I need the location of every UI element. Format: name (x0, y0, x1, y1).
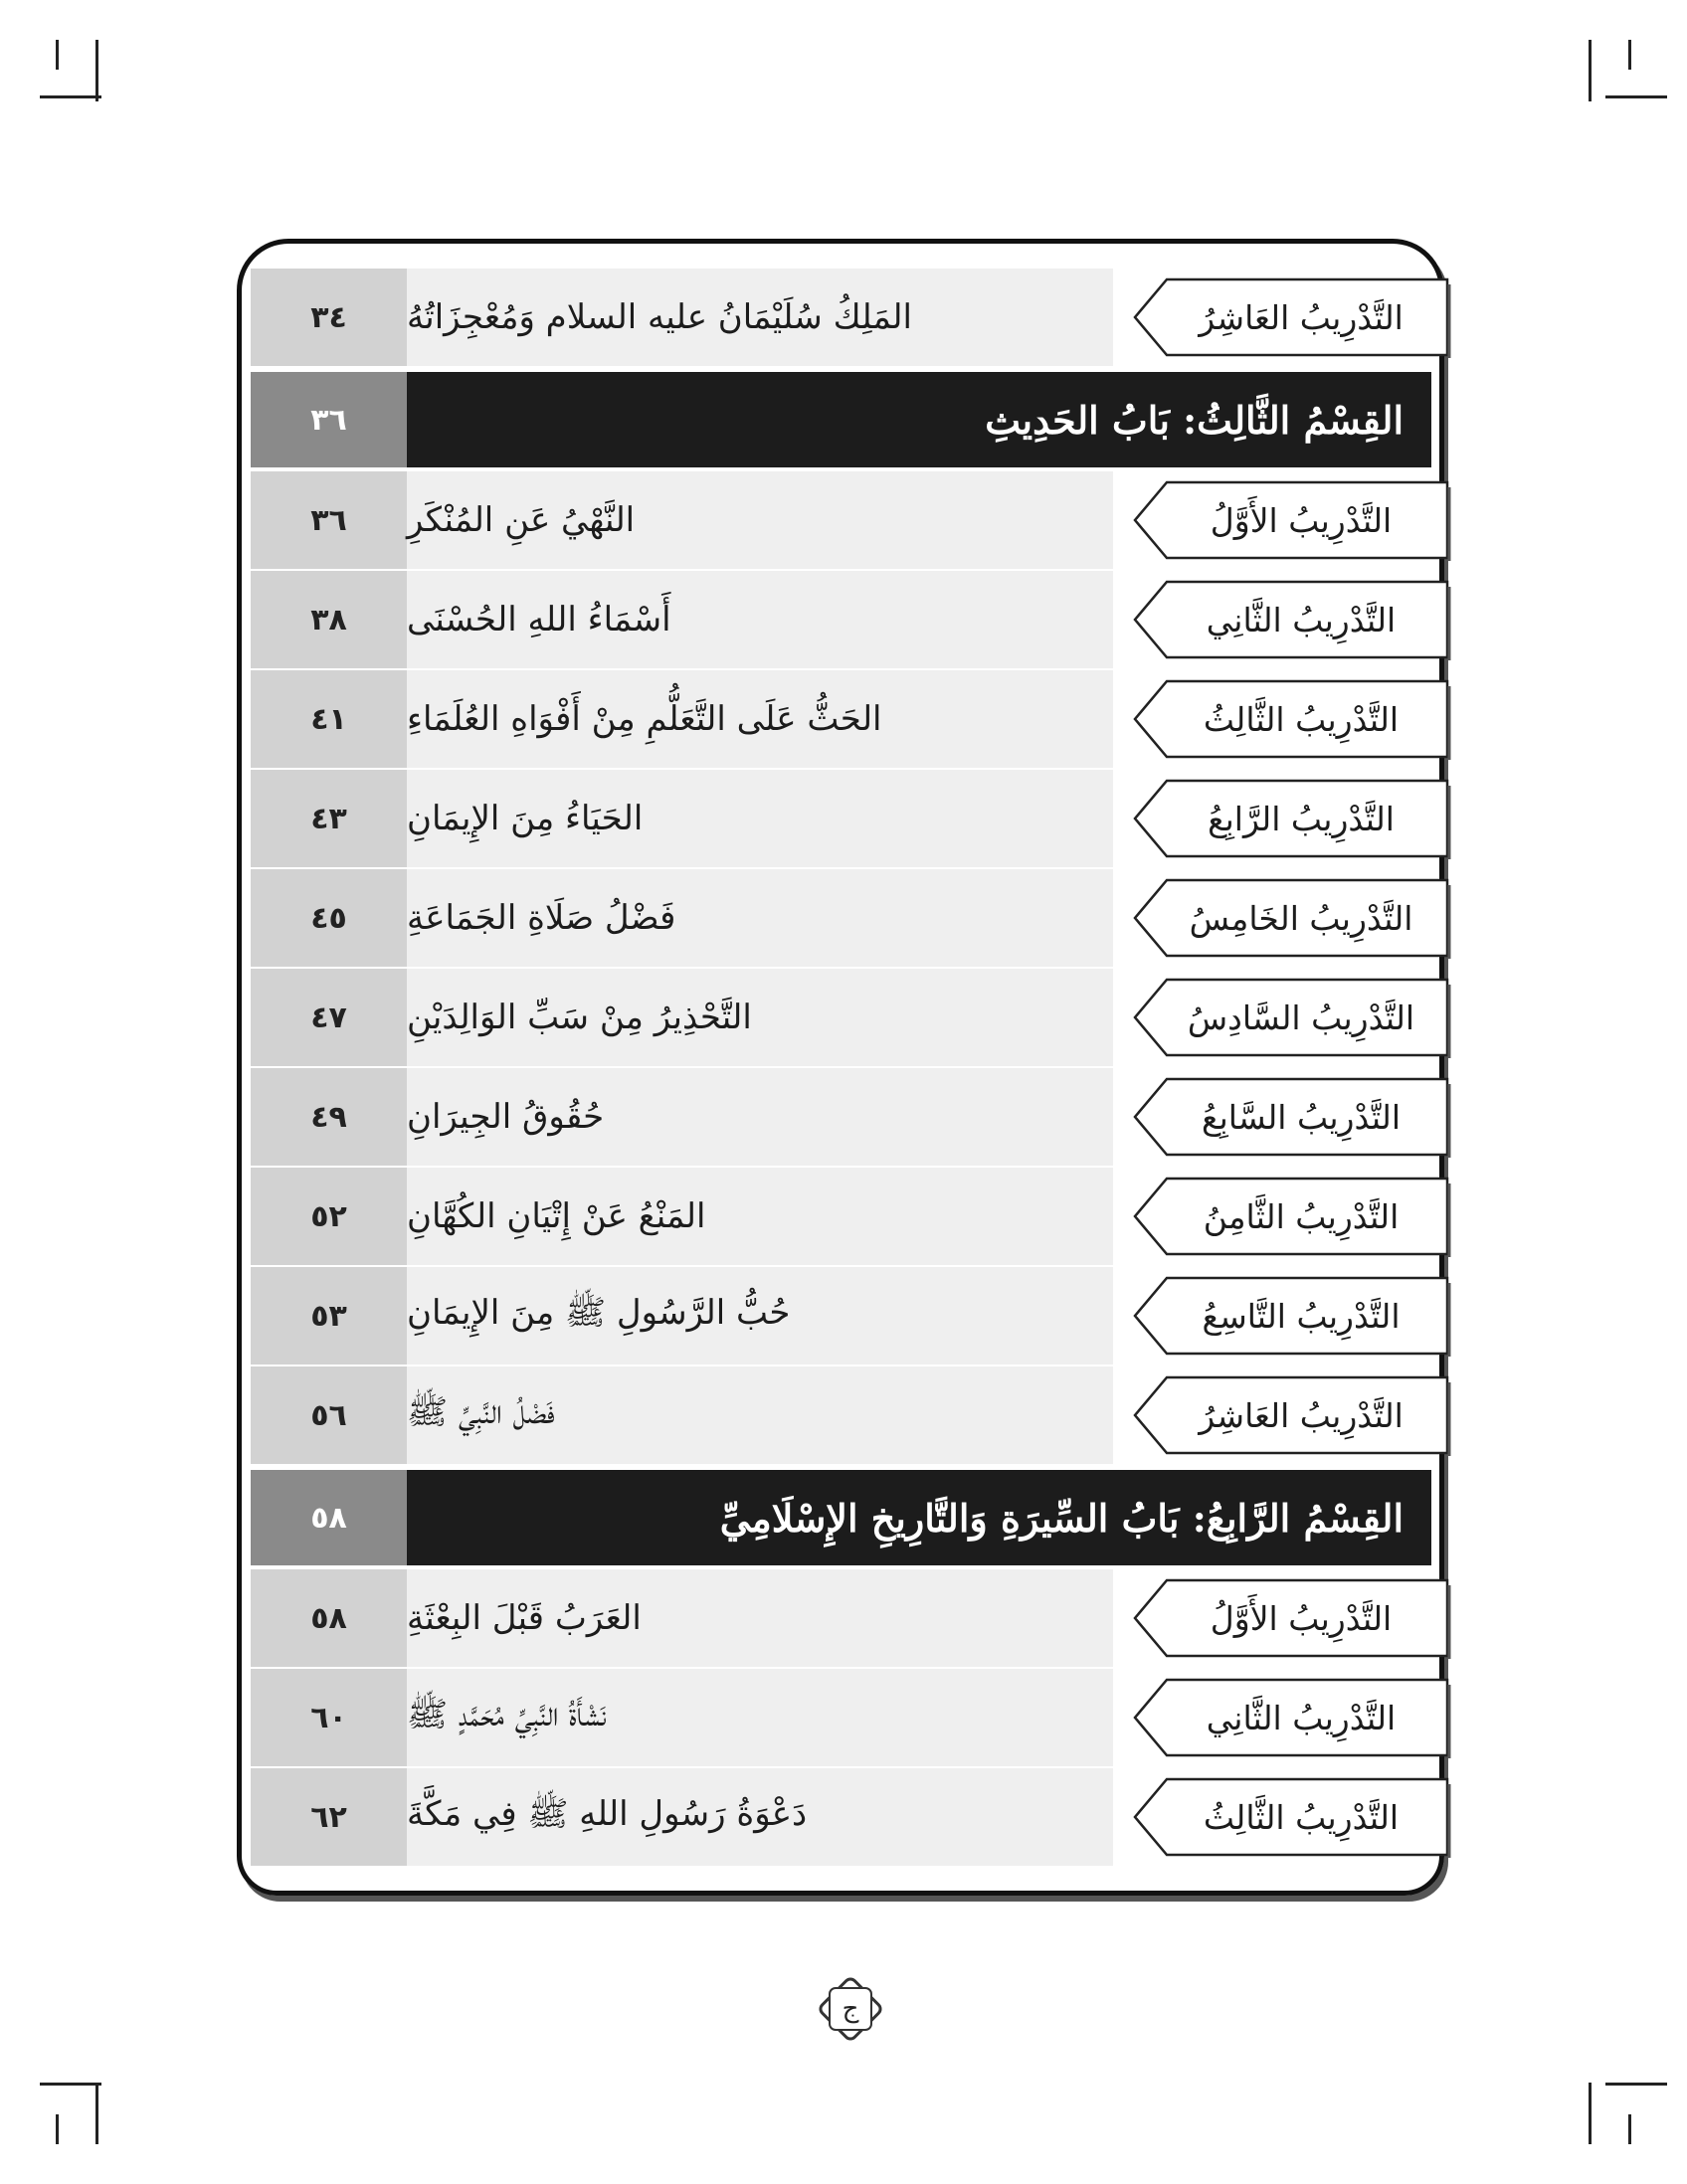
toc-item-row (251, 1168, 1458, 1265)
page-number-badge (816, 1974, 885, 2044)
item-title: فَضْلُ صَلَاةِ الجَمَاعَةِ (407, 869, 1113, 967)
item-title: نَشْأَةُ النَّبِيِّ مُحَمَّدٍ ﷺ (407, 1669, 1113, 1766)
toc-item-row (251, 670, 1458, 768)
section-page-number: ٣٦ (251, 372, 407, 467)
exercise-label: التَّدْرِيبُ الثَّامِنُ (1203, 1196, 1400, 1236)
exercise-label-tag (1131, 1776, 1454, 1858)
exercise-label-tag (1131, 1275, 1454, 1357)
toc-item-row (251, 969, 1458, 1066)
toc-item-row (251, 1569, 1458, 1667)
crop-mark (95, 2083, 98, 2144)
item-title: حُقُوقُ الجِيرَانِ (407, 1068, 1113, 1166)
toc-list (251, 269, 1458, 1880)
section-title: القِسْمُ الرَّابِعُ: بَابُ السِّيرَةِ وَالتَّارِيخِ الإِسْلَامِيِّ (407, 1470, 1431, 1565)
toc-item-row (251, 1768, 1458, 1866)
item-page-number: ٥٢ (251, 1168, 407, 1265)
toc-item-row (251, 1669, 1458, 1766)
item-page-number: ٦٢ (251, 1768, 407, 1866)
crop-mark (1628, 2114, 1631, 2144)
toc-item-row (251, 1267, 1458, 1365)
exercise-label-tag (1131, 1076, 1454, 1158)
crop-mark (56, 40, 59, 70)
toc-item-row (251, 1068, 1458, 1166)
toc-item-row (251, 269, 1458, 366)
item-title: التَّحْذِيرُ مِنْ سَبِّ الوَالِدَيْنِ (407, 969, 1113, 1066)
item-title: الحَثُّ عَلَى التَّعَلُّمِ مِنْ أَفْوَاهِ العُلَمَاءِ (407, 670, 1113, 768)
item-page-number: ٣٨ (251, 571, 407, 668)
crop-mark (1605, 2083, 1667, 2086)
exercise-label-tag (1131, 1374, 1454, 1456)
exercise-label: التَّدْرِيبُ السَّادِسُ (1187, 998, 1415, 1037)
item-title: أَسْمَاءُ اللهِ الحُسْنَى (407, 571, 1113, 668)
exercise-label-tag (1131, 778, 1454, 859)
item-title: دَعْوَةُ رَسُولِ اللهِ ﷺ فِي مَكَّةَ (407, 1768, 1113, 1866)
exercise-label-tag (1131, 877, 1454, 959)
section-heading-row (251, 372, 1458, 467)
exercise-label: التَّدْرِيبُ الثَّالِثُ (1203, 1797, 1400, 1837)
exercise-label: التَّدْرِيبُ التَّاسِعُ (1202, 1296, 1401, 1336)
item-page-number: ٣٦ (251, 471, 407, 569)
item-title: النَّهْيُ عَنِ المُنْكَرِ (407, 471, 1113, 569)
exercise-label-tag (1131, 479, 1454, 561)
item-page-number: ٤٧ (251, 969, 407, 1066)
crop-mark (40, 2083, 101, 2086)
item-title: العَرَبُ قَبْلَ البِعْثَةِ (407, 1569, 1113, 1667)
item-page-number: ٤٣ (251, 770, 407, 867)
section-title: القِسْمُ الثَّالِثُ: بَابُ الحَدِيثِ (407, 372, 1431, 467)
item-title: حُبُّ الرَّسُولِ ﷺ مِنَ الإِيمَانِ (407, 1267, 1113, 1365)
exercise-label: التَّدْرِيبُ الثَّالِثُ (1203, 699, 1400, 739)
crop-mark (1589, 2083, 1592, 2144)
crop-mark (95, 40, 98, 101)
exercise-label-tag (1131, 1176, 1454, 1257)
crop-mark (40, 95, 101, 98)
section-page-number: ٥٨ (251, 1470, 407, 1565)
exercise-label: التَّدْرِيبُ الرَّابِعُ (1208, 799, 1395, 838)
exercise-label-tag (1131, 678, 1454, 760)
item-page-number: ٥٨ (251, 1569, 407, 1667)
item-title: المَلِكُ سُلَيْمَانُ عليه السلام وَمُعْجِزَاتُهُ (407, 269, 1113, 366)
exercise-label: التَّدْرِيبُ العَاشِرُ (1199, 297, 1404, 337)
item-title: فَضْلُ النَّبِيِّ ﷺ (407, 1366, 1113, 1464)
toc-item-row (251, 770, 1458, 867)
crop-mark (1628, 40, 1631, 70)
item-title: الحَيَاءُ مِنَ الإِيمَانِ (407, 770, 1113, 867)
item-title: المَنْعُ عَنْ إِتْيَانِ الكُهَّانِ (407, 1168, 1113, 1265)
exercise-label-tag (1131, 1677, 1454, 1758)
item-page-number: ٥٣ (251, 1267, 407, 1365)
exercise-label: التَّدْرِيبُ الأَوَّلُ (1210, 500, 1393, 540)
item-page-number: ٦٠ (251, 1669, 407, 1766)
exercise-label: التَّدْرِيبُ العَاشِرُ (1199, 1395, 1404, 1435)
item-page-number: ٣٤ (251, 269, 407, 366)
toc-item-row (251, 1366, 1458, 1464)
exercise-label-tag (1131, 977, 1454, 1058)
toc-item-row (251, 869, 1458, 967)
page-letter: ج (842, 1994, 859, 2024)
exercise-label: التَّدْرِيبُ السَّابِعُ (1202, 1097, 1401, 1137)
toc-item-row (251, 471, 1458, 569)
exercise-label-tag (1131, 579, 1454, 660)
section-heading-row (251, 1470, 1458, 1565)
item-page-number: ٤٩ (251, 1068, 407, 1166)
exercise-label-tag (1131, 276, 1454, 358)
crop-mark (1605, 95, 1667, 98)
exercise-label: التَّدْرِيبُ الخَامِسُ (1189, 898, 1413, 938)
exercise-label-tag (1131, 1577, 1454, 1659)
exercise-label: التَّدْرِيبُ الثَّانِي (1206, 1698, 1397, 1737)
exercise-label: التَّدْرِيبُ الثَّانِي (1206, 600, 1397, 639)
crop-mark (1589, 40, 1592, 101)
item-page-number: ٤١ (251, 670, 407, 768)
item-page-number: ٤٥ (251, 869, 407, 967)
crop-mark (56, 2114, 59, 2144)
exercise-label: التَّدْرِيبُ الأَوَّلُ (1210, 1598, 1393, 1638)
toc-item-row (251, 571, 1458, 668)
item-page-number: ٥٦ (251, 1366, 407, 1464)
